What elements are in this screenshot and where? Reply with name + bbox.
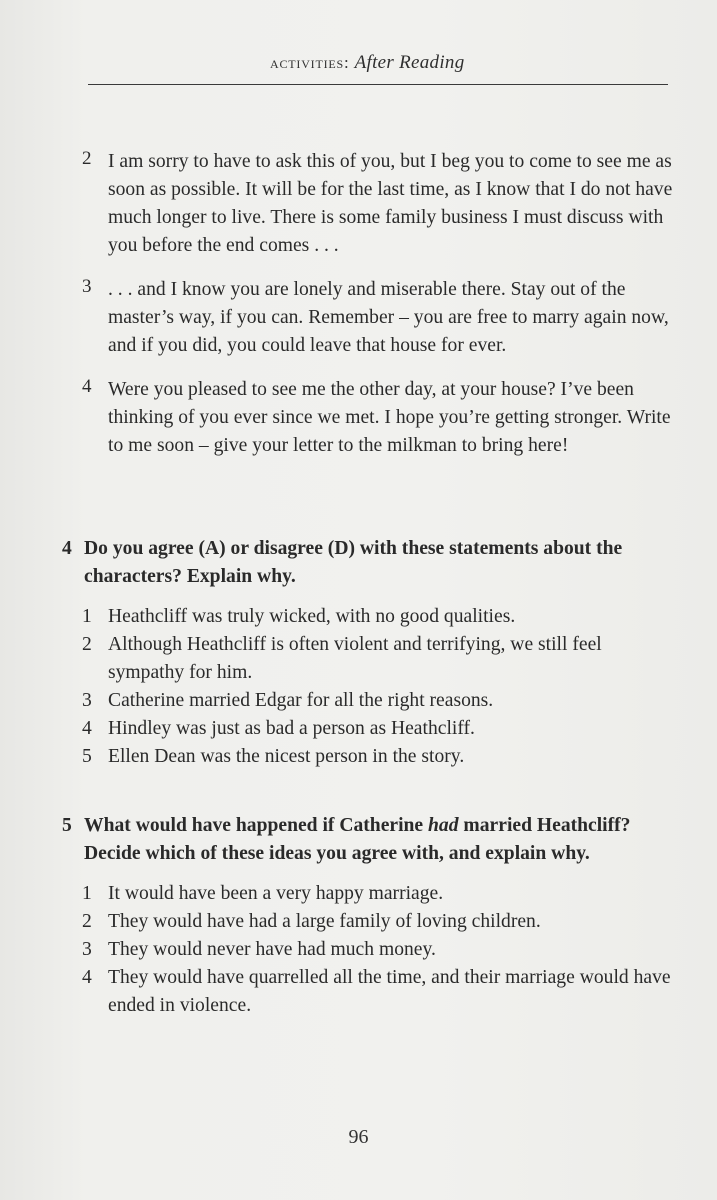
letter-text: Were you pleased to see me the other day, at your house? I’ve been thinking of you ever since we met. I hope you’re getting stronger. Write to me soon – give your letter to the milkman to bring here! bbox=[108, 379, 671, 456]
question-text-start: What would have happened if Catherine bbox=[84, 815, 429, 836]
list-item bbox=[82, 743, 682, 771]
question-text-end: married Heathcliff? Decide which of these ideas you agree with, and explain why. bbox=[84, 815, 631, 864]
header-section: activities: bbox=[270, 53, 350, 72]
list-item bbox=[82, 880, 682, 908]
item-text: It would have been a very happy marriage. bbox=[108, 883, 444, 904]
question-number: 5 bbox=[62, 815, 72, 836]
letter-number: 4 bbox=[82, 376, 92, 397]
letter-extracts bbox=[82, 148, 682, 476]
list-item bbox=[82, 631, 682, 687]
list-item bbox=[82, 936, 682, 964]
letter-number: 2 bbox=[82, 148, 92, 169]
item-number: 3 bbox=[82, 939, 92, 960]
question-heading bbox=[62, 812, 682, 868]
list-item bbox=[82, 908, 682, 936]
letter-text: I am sorry to have to ask this of you, but I beg you to come to see me as soon as possible. It will be for the last time, as I know that I do not have much longer to live. There is some family business I must discuss with you before the end comes . . . bbox=[108, 151, 673, 256]
page-number: 96 bbox=[348, 1126, 369, 1148]
item-text: They would have had a large family of loving children. bbox=[108, 911, 541, 932]
item-text: Hindley was just as bad a person as Heathcliff. bbox=[108, 718, 475, 739]
question-number: 4 bbox=[62, 538, 72, 559]
item-text: Catherine married Edgar for all the right reasons. bbox=[108, 690, 494, 711]
running-header bbox=[270, 52, 465, 74]
question-4 bbox=[62, 535, 682, 771]
item-number: 2 bbox=[82, 634, 92, 655]
question-text: Do you agree (A) or disagree (D) with these statements about the characters? Explain why. bbox=[84, 538, 623, 587]
list-item bbox=[82, 964, 682, 1020]
statement-list bbox=[82, 603, 682, 771]
question-heading bbox=[62, 535, 682, 591]
header-title: After Reading bbox=[354, 52, 465, 73]
item-text: They would have quarrelled all the time, and their marriage would have ended in violence. bbox=[108, 967, 671, 1016]
item-text: Although Heathcliff is often violent and terrifying, we still feel sympathy for him. bbox=[108, 634, 602, 683]
item-text: Ellen Dean was the nicest person in the story. bbox=[108, 746, 465, 767]
question-text-italic: had bbox=[428, 815, 459, 836]
item-number: 4 bbox=[82, 967, 92, 988]
list-item bbox=[82, 715, 682, 743]
question-5 bbox=[62, 812, 682, 1020]
header-rule bbox=[88, 84, 668, 85]
item-number: 2 bbox=[82, 911, 92, 932]
letter-number: 3 bbox=[82, 276, 92, 297]
list-item bbox=[82, 687, 682, 715]
item-text: Heathcliff was truly wicked, with no good qualities. bbox=[108, 606, 516, 627]
idea-list bbox=[82, 880, 682, 1020]
letter-text: . . . and I know you are lonely and miserable there. Stay out of the master’s way, if you can. Remember – you are free to marry again now, and if you did, you could leave that house for ever. bbox=[108, 279, 669, 356]
item-number: 3 bbox=[82, 690, 92, 711]
list-item bbox=[82, 603, 682, 631]
item-number: 1 bbox=[82, 606, 92, 627]
item-number: 5 bbox=[82, 746, 92, 767]
letter-extract bbox=[82, 376, 682, 460]
letter-extract bbox=[82, 148, 682, 260]
item-number: 1 bbox=[82, 883, 92, 904]
item-number: 4 bbox=[82, 718, 92, 739]
letter-extract bbox=[82, 276, 682, 360]
item-text: They would never have had much money. bbox=[108, 939, 436, 960]
